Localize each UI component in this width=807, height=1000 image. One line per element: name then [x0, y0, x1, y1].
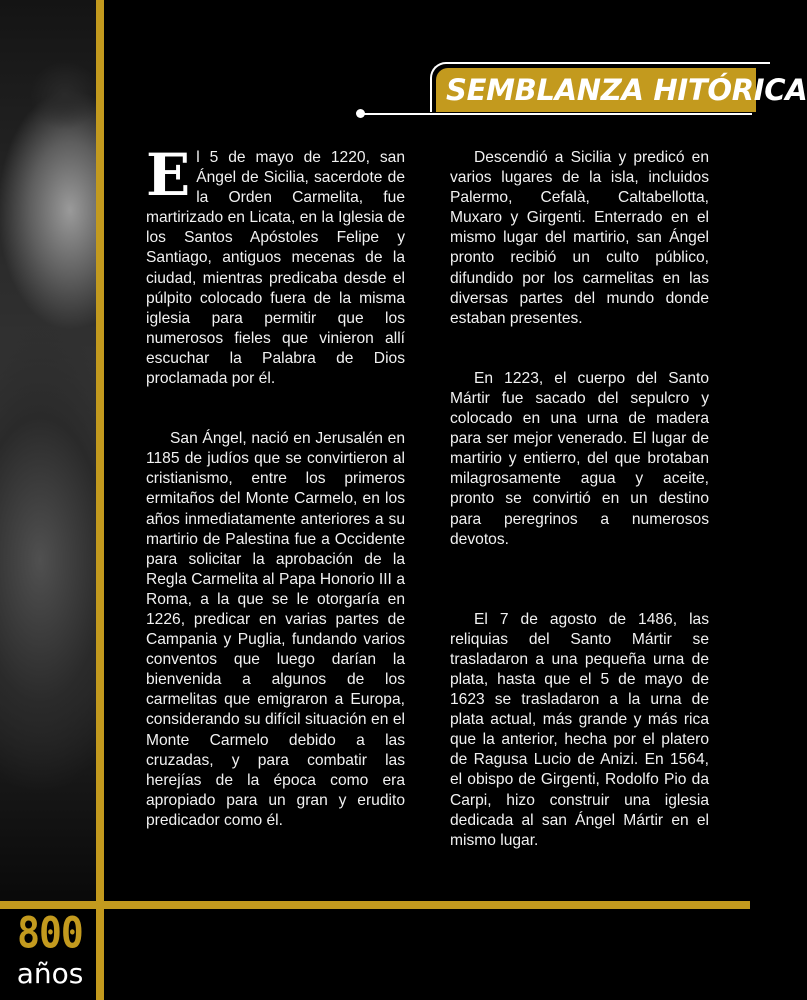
badge-number: 800	[17, 908, 83, 958]
paragraph-2: San Ángel, nació en Jerusalén en 1185 de judíos que se convirtieron al cristianismo, entre los primeros ermitaños del Monte Carmelo, en los años inmediatamente anteriores a su martirio de Palestina fue a Occidente para solicitar la aprobación de la Regla Carmelita al Papa Honorio III a Roma, a la que se le otorgaría en 1226, predicar en varias partes de Campania y Puglia, fundando varios conventos que luego darían la bienvenida a algunos de los carmelitas que emigraron a Europa, considerando su difícil situación en el Monte Carmelo debido a las cruzadas, y para combatir las herejías de la época como era apropiado para un gran y erudito predicador como él.	[146, 430, 405, 829]
saint-portrait-photo	[0, 0, 96, 905]
page-title: SEMBLANZA HITÓRICA	[446, 73, 807, 107]
gold-horizontal-rule	[0, 901, 750, 909]
right-text-column	[450, 148, 709, 851]
paragraph-1	[146, 141, 405, 389]
title-line-dot	[356, 109, 365, 118]
badge-word: años	[16, 957, 84, 990]
paragraph-4: En 1223, el cuerpo del Santo Mártir fue sacado del sepulcro y colocado en una urna de madera para ser mejor venerado. El lugar de martirio y entierro, del que brotaban milagrosamente agua y aceite, pronto se convirtió en un destino para peregrinos a numerosos devotos.	[450, 369, 709, 548]
portrait-eye-shadow	[30, 60, 100, 130]
left-text-column	[146, 141, 405, 831]
title-underline	[362, 113, 752, 115]
paragraph-5: El 7 de agosto de 1486, las reliquias del Santo Mártir se trasladaron a una pequeña urna de plata, hasta que el 5 de mayo de 1623 se trasladaron a la urna de plata actual, más grande y más rica que la anterior, hecha por el platero de Ragusa Lucio de Anizi. En 1564, el obispo de Girgenti, Rodolfo Pio da Carpi, hizo construir una iglesia dedicada al san Ángel Mártir en el mismo lugar.	[450, 610, 709, 849]
paragraph-3: Descendió a Sicilia y predicó en varios lugares de la isla, incluidos Palermo, Cefalà, Caltabellotta, Muxaro y Girgenti. Enterrado en el mismo lugar del martirio, san Ángel pronto recibió un culto público, difundido por los carmelitas en las diversas partes del mundo donde estaban presentes.	[450, 149, 709, 327]
anniversary-badge	[0, 909, 96, 1000]
gold-vertical-rule	[96, 0, 104, 1000]
paragraph-1-text: l 5 de mayo de 1220, san Ángel de Sicilia, sacerdote de la Orden Carmelita, fue martirizado en Licata, en la Iglesia de los Santos Apóstoles Felipe y Santiago, antiguos mecenas de la ciudad, mientras predicaba desde el púlpito colocado fuera de la misma iglesia para permitir que los numerosos fieles que vinieron allí escuchar la Palabra de Dios proclamada por él.	[146, 149, 405, 388]
drop-cap: E	[146, 141, 191, 209]
